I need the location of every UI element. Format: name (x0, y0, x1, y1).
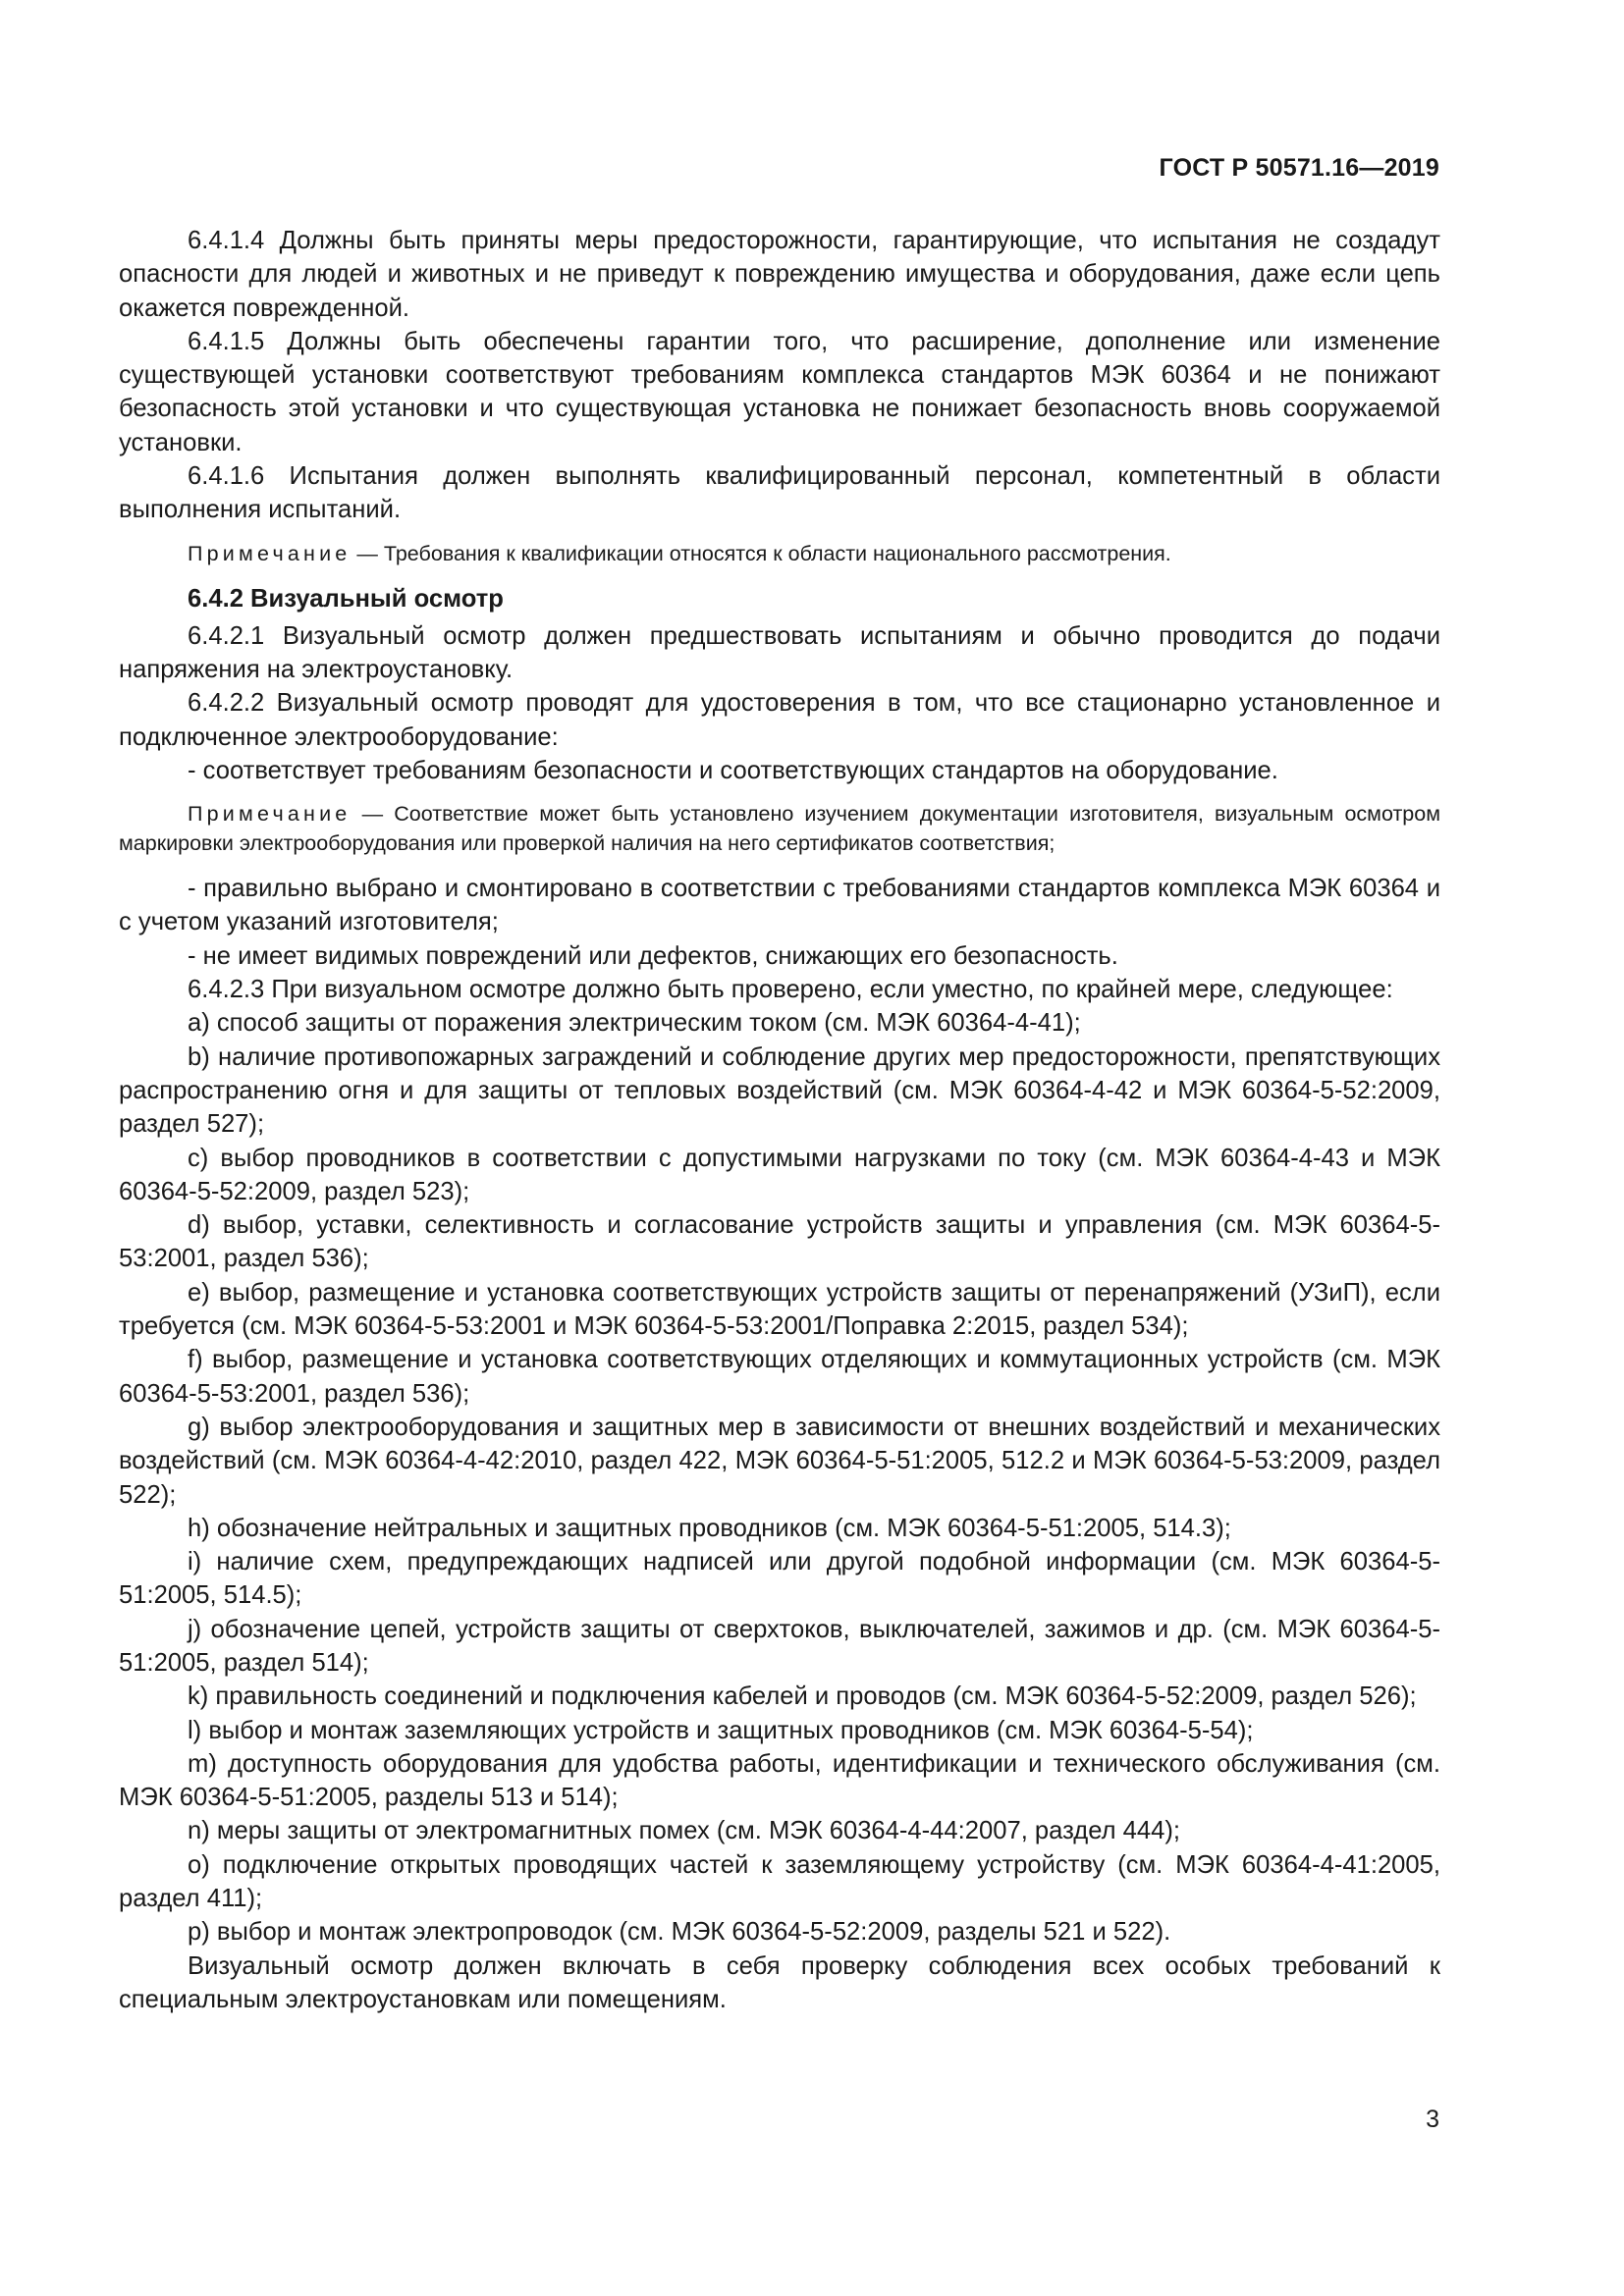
list-item: i) наличие схем, предупреждающих надписей или другой подобной информации (см. МЭК 60364-5-51:2005, 514.5); (119, 1548, 1440, 1610)
dash-item: - соответствует требованиям безопасности и соответствующих стандартов на оборудование. (188, 756, 1278, 784)
note-conformity (119, 799, 1440, 858)
list-item: n) меры защиты от электромагнитных помех (см. МЭК 60364-4-44:2007, раздел 444); (188, 1817, 1180, 1845)
dash-item: - не имеет видимых повреждений или дефектов, снижающих его безопасность. (188, 941, 1118, 970)
note-text: — Соответствие может быть установлено изучением документации изготовителя, визуальным осмотром маркировки электрооборудования или проверкой наличия на него сертификатов соответствия; (119, 802, 1440, 856)
paragraph-6-4-1-4: 6.4.1.4 Должны быть приняты меры предосторожности, гарантирующие, что испытания не создадут опасности для людей и животных и не приведут к повреждению имущества и оборудования, даже если цепь окажется поврежденной. (119, 227, 1440, 322)
paragraph-6-4-1-6: 6.4.1.6 Испытания должен выполнять квалифицированный персонал, компетентный в области выполнения испытаний. (119, 462, 1440, 524)
document-header: ГОСТ Р 50571.16—2019 (1159, 154, 1439, 182)
list-item: j) обозначение цепей, устройств защиты от сверхтоков, выключателей, зажимов и др. (см. МЭК 60364-5-51:2005, раздел 514); (119, 1615, 1440, 1677)
list-item: f) выбор, размещение и установка соответствующих отделяющих и коммутационных устройств (см. МЭК 60364-5-53:2001, раздел 536); (119, 1346, 1440, 1408)
paragraph-6-4-2-1: 6.4.2.1 Визуальный осмотр должен предшествовать испытаниям и обычно проводится до подачи напряжения на электроустановку. (119, 621, 1440, 683)
note-label: Примечание (188, 541, 352, 565)
dash-item: - правильно выбрано и смонтировано в соответствии с требованиями стандартов комплекса МЭК 60364 и с учетом указаний изготовителя; (119, 875, 1440, 936)
list-item: h) обозначение нейтральных и защитных проводников (см. МЭК 60364-5-51:2005, 514.3); (188, 1514, 1231, 1542)
document-body (119, 224, 1440, 2016)
list-item: d) выбор, уставки, селективность и согласование устройств защиты и управления (см. МЭК 60364-5-53:2001, раздел 536); (119, 1211, 1440, 1273)
page-number: 3 (1426, 2106, 1439, 2133)
note-label: Примечание (188, 802, 352, 827)
list-item: e) выбор, размещение и установка соответствующих устройств защиты от перенапряжений (УЗиП), если требуется (см. МЭК 60364-5-53:2001 и МЭК 60364-5-53:2001/Поправка 2:2015, раздел 534); (119, 1278, 1440, 1341)
note-qualification (119, 539, 1440, 568)
list-item: a) способ защиты от поражения электрическим током (см. МЭК 60364-4-41); (188, 1009, 1081, 1038)
paragraph-6-4-1-5: 6.4.1.5 Должны быть обеспечены гарантии того, что расширение, дополнение или изменение существующей установки соответствуют требованиям комплекса стандартов МЭК 60364 и не понижают безопасность этой установки и что существующая установка не понижает безопасность вновь сооружаемой установки. (119, 327, 1440, 456)
paragraph-6-4-2-2: 6.4.2.2 Визуальный осмотр проводят для удостоверения в том, что все стационарно установленное и подключенное электрооборудование: (119, 689, 1440, 751)
paragraph-6-4-2-3: 6.4.2.3 При визуальном осмотре должно быть проверено, если уместно, по крайней мере, следующее: (188, 976, 1393, 1004)
list-item: p) выбор и монтаж электропроводок (см. МЭК 60364-5-52:2009, разделы 521 и 522). (188, 1918, 1171, 1947)
list-item: b) наличие противопожарных заграждений и соблюдение других мер предосторожности, препятствующих распространению огня и для защиты от тепловых воздействий (см. МЭК 60364-4-42 и МЭК 60364-5-52:2009, раздел 527); (119, 1042, 1440, 1139)
list-item: o) подключение открытых проводящих частей к заземляющему устройству (см. МЭК 60364-4-41:2005, раздел 411); (119, 1850, 1440, 1913)
section-title-6-4-2: 6.4.2 Визуальный осмотр (188, 584, 504, 613)
list-item: c) выбор проводников в соответствии с допустимыми нагрузками по току (см. МЭК 60364-4-43 и МЭК 60364-5-52:2009, раздел 523); (119, 1144, 1440, 1205)
list-item: l) выбор и монтаж заземляющих устройств и защитных проводников (см. МЭК 60364-5-54); (188, 1716, 1254, 1744)
closing-paragraph: Визуальный осмотр должен включать в себя проверку соблюдения всех особых требований к специальным электроустановкам или помещениям. (119, 1951, 1440, 2013)
list-item: g) выбор электрооборудования и защитных мер в зависимости от внешних воздействий и механических воздействий (см. МЭК 60364-4-42:2010, раздел 422, МЭК 60364-5-51:2005, 512.2 и МЭК 60364-5-53:2009, раздел 522); (119, 1413, 1440, 1509)
list-item: m) доступность оборудования для удобства работы, идентификации и технического обслуживания (см. МЭК 60364-5-51:2005, разделы 513 и 514); (119, 1749, 1440, 1812)
note-text: — Требования к квалификации относятся к области национального рассмотрения. (351, 541, 1171, 565)
list-item: k) правильность соединений и подключения кабелей и проводов (см. МЭК 60364-5-52:2009, раздел 526); (188, 1682, 1417, 1711)
